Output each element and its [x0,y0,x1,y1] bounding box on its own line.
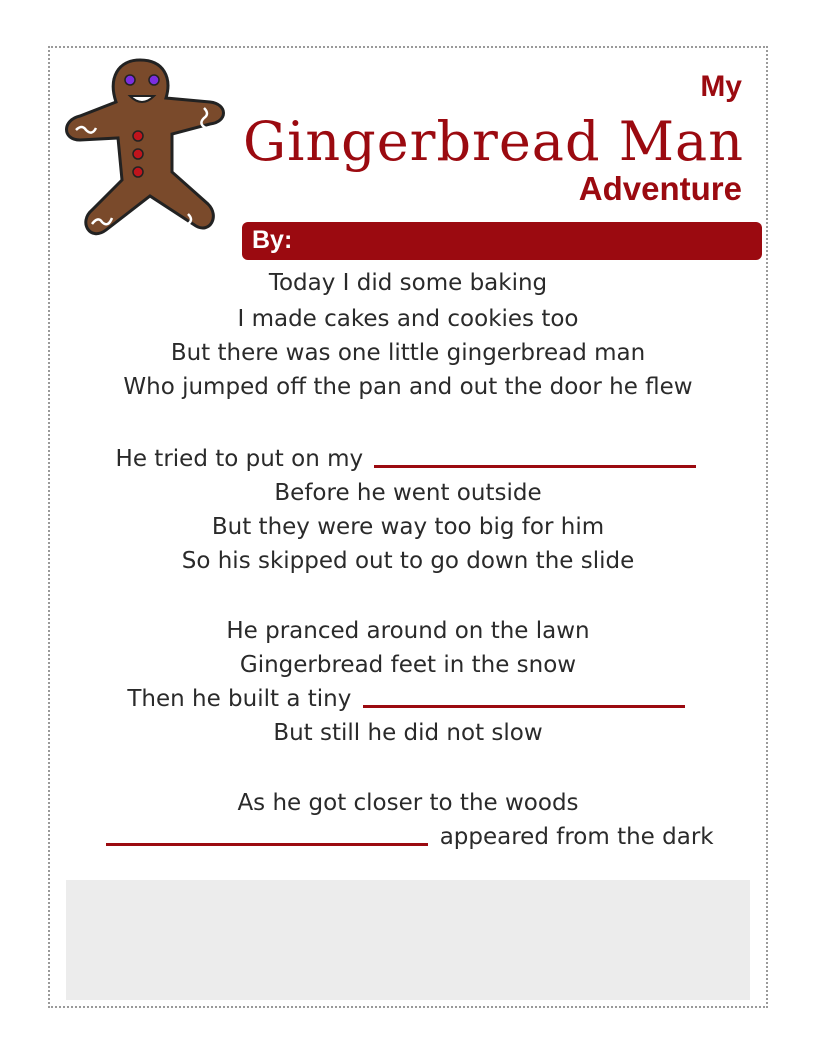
poem-line: But there was one little gingerbread man [170,340,646,366]
fill-in-blank[interactable] [106,841,428,846]
poem-line: He pranced around on the lawn [226,618,590,644]
page-title: Gingerbread Man [242,110,744,173]
poem-line-prefix: Then he built a tiny [127,686,352,712]
poem-line-with-blank [52,824,764,850]
poem-line-suffix: appeared from the dark [439,824,714,850]
title-my: My [700,70,742,103]
poem-line: But still he did not slow [273,720,543,746]
poem-line: Before he went outside [274,480,542,506]
fill-in-blank[interactable] [363,703,685,708]
poem-line: I made cakes and cookies too [237,306,579,332]
page-subtitle: Adventure [578,170,742,207]
poem-line: Who jumped off the pan and out the door he flew [123,374,693,400]
author-label: By: [252,226,293,254]
poem-line: Gingerbread feet in the snow [239,652,577,678]
poem-line: Today I did some baking [268,270,548,296]
poem-line: As he got closer to the woods [237,790,579,816]
poem-line-prefix: He tried to put on my [115,446,364,472]
poem-line: So his skipped out to go down the slide [181,548,635,574]
poem-line-with-blank [52,446,764,472]
drawing-area[interactable] [66,880,750,1000]
fill-in-blank[interactable] [374,463,696,468]
poem-line: But they were way too big for him [211,514,605,540]
poem-line-with-blank [52,686,764,712]
